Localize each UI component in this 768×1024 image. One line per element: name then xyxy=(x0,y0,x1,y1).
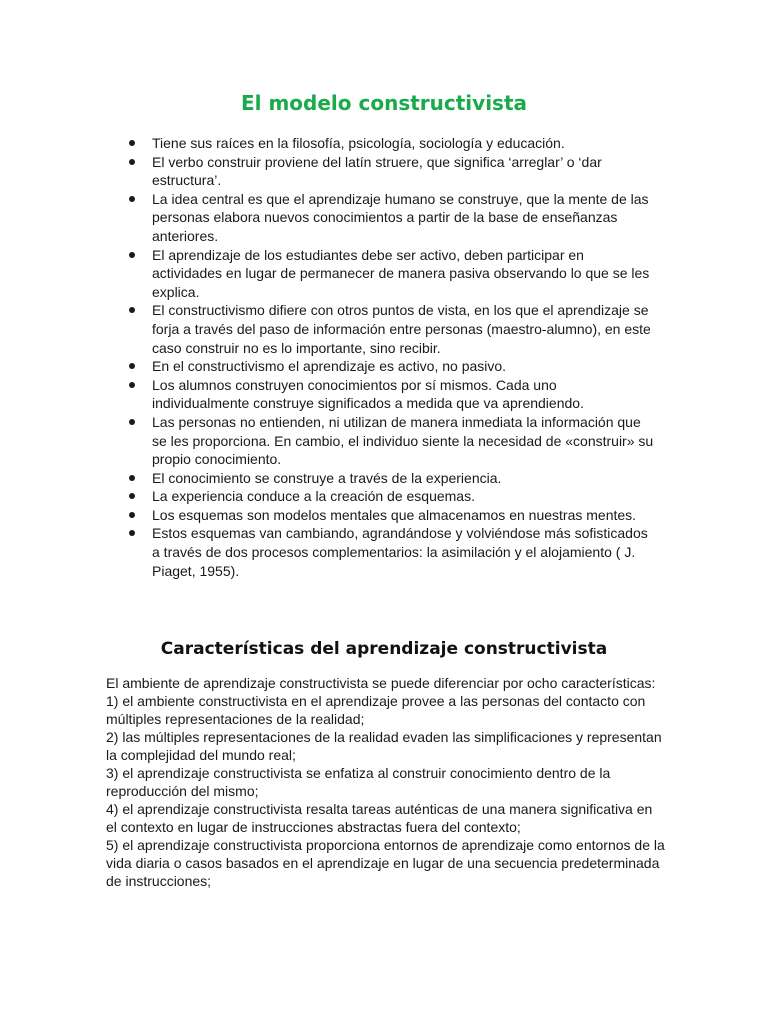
paragraph: 3) el aprendizaje constructivista se enfatiza al construir conocimiento dentro de la reproducción del mismo; xyxy=(106,765,611,799)
list-item: El constructivismo difiere con otros puntos de vista, en los que el aprendizaje se forja a través del paso de información entre personas (maestro-alumno), en este caso construir no es lo importante, sino recibir. xyxy=(127,301,657,357)
paragraph: 1) el ambiente constructivista en el aprendizaje provee a las personas del contacto con múltiples representaciones de la realidad; xyxy=(106,693,646,727)
list-item: Las personas no entienden, ni utilizan de manera inmediata la información que se les proporciona. En cambio, el individuo siente la necesidad de «construir» su propio conocimiento. xyxy=(127,413,657,469)
list-item: Los alumnos construyen conocimientos por sí mismos. Cada uno individualmente construye significados a medida que va aprendiendo. xyxy=(127,376,657,413)
section-title: Características del aprendizaje constructivista xyxy=(160,639,608,659)
list-item: El verbo construir proviene del latín struere, que significa ‘arreglar’ o ‘dar estructura’. xyxy=(127,153,657,190)
paragraph: 4) el aprendizaje constructivista resalta tareas auténticas de una manera significativa en el contexto en lugar de instrucciones abstractas fuera del contexto; xyxy=(106,801,653,835)
section-body xyxy=(106,674,666,890)
page-title: El modelo constructivista xyxy=(240,91,528,115)
bullet-list xyxy=(127,134,657,580)
list-item: El conocimiento se construye a través de la experiencia. xyxy=(127,469,657,488)
list-item: Los esquemas son modelos mentales que almacenamos en nuestras mentes. xyxy=(127,506,657,525)
list-item: La idea central es que el aprendizaje humano se construye, que la mente de las personas elabora nuevos conocimientos a partir de la base de enseñanzas anteriores. xyxy=(127,190,657,246)
list-item: En el constructivismo el aprendizaje es activo, no pasivo. xyxy=(127,357,657,376)
list-item: La experiencia conduce a la creación de esquemas. xyxy=(127,487,657,506)
paragraph: 5) el aprendizaje constructivista proporciona entornos de aprendizaje como entornos de la vida diaria o casos basados en el aprendizaje en lugar de una secuencia predeterminada de instrucciones; xyxy=(106,837,665,889)
list-item: Estos esquemas van cambiando, agrandándose y volviéndose más sofisticados a través de dos procesos complementarios: la asimilación y el alojamiento ( J. Piaget, 1955). xyxy=(127,524,657,580)
list-item: Tiene sus raíces en la filosofía, psicología, sociología y educación. xyxy=(127,134,657,153)
paragraph: El ambiente de aprendizaje constructivista se puede diferenciar por ocho características: xyxy=(106,675,656,691)
paragraph: 2) las múltiples representaciones de la realidad evaden las simplificaciones y representan la complejidad del mundo real; xyxy=(106,729,662,763)
list-item: El aprendizaje de los estudiantes debe ser activo, deben participar en actividades en lugar de permanecer de manera pasiva observando lo que se les explica. xyxy=(127,246,657,302)
